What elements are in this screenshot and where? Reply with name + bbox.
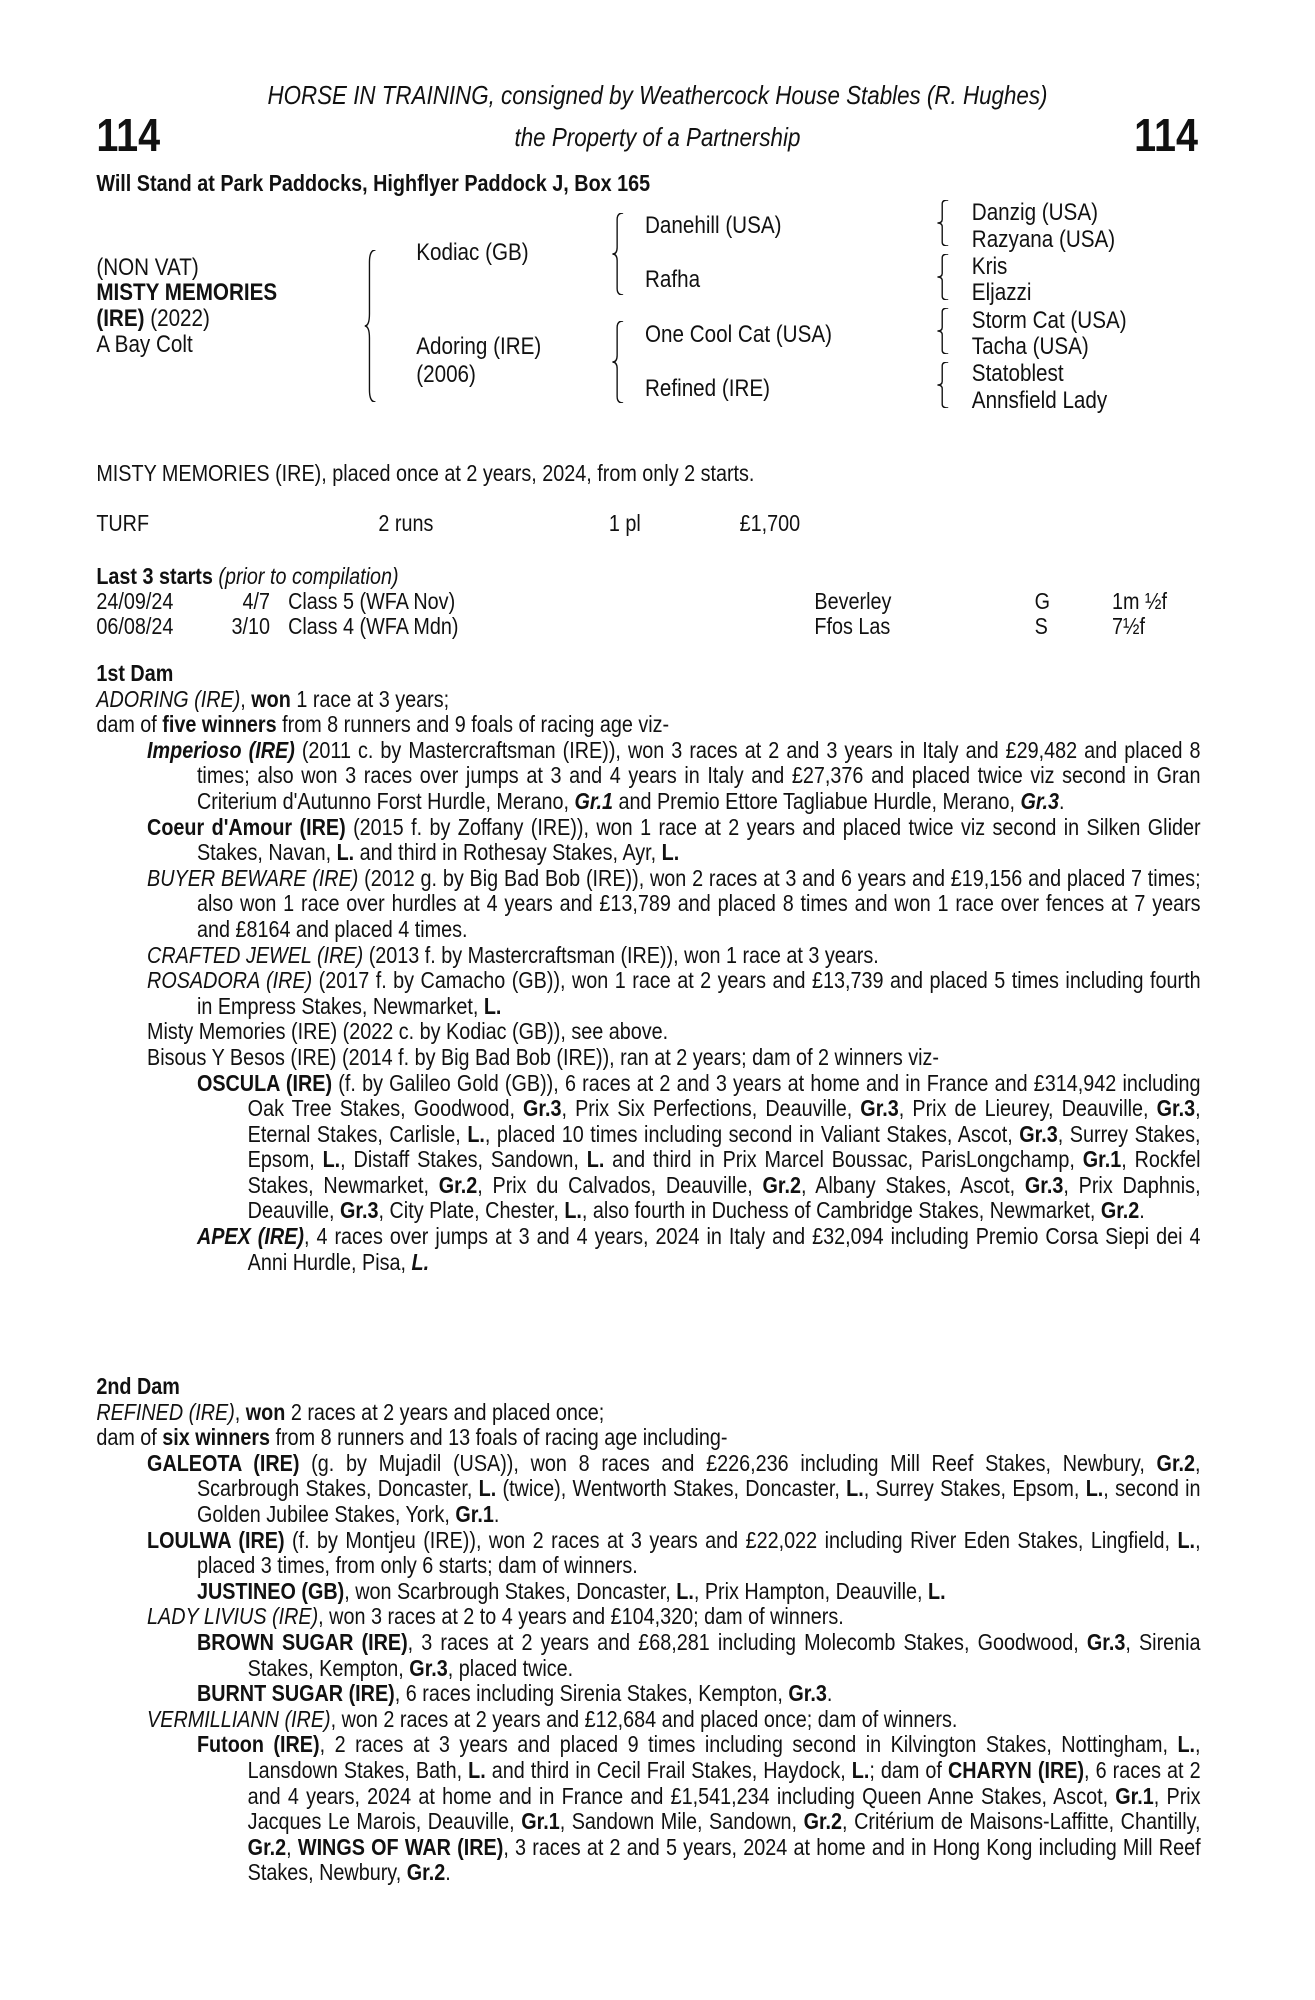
- family-entry: [96, 1579, 1200, 1605]
- entry-text: , also fourth in Duchess of Cambridge Stakes, Newmarket,: [581, 1197, 1101, 1224]
- lot-number-left: 114: [96, 109, 161, 161]
- entry-text: (2013 f. by Mastercraftsman (IRE)), won 1 race at 3 years.: [363, 941, 879, 968]
- emphasis-text: won: [245, 1398, 286, 1425]
- entry-text: , Prix du Calvados, Deauville,: [477, 1171, 763, 1198]
- start-race: Class 4 (WFA Mdn): [288, 613, 459, 639]
- emphasis-text: Gr.3: [409, 1654, 448, 1681]
- race-summary: MISTY MEMORIES (IRE), placed once at 2 years, 2024, from only 2 starts.: [96, 460, 755, 486]
- entry-text: , Albany Stakes, Ascot,: [801, 1171, 1025, 1198]
- emphasis-text: BROWN SUGAR (IRE): [196, 1628, 408, 1655]
- family-entry: [96, 968, 1200, 1019]
- emphasis-text: L.: [483, 992, 502, 1019]
- emphasis-text: L.: [676, 1577, 694, 1604]
- emphasis-text: WINGS OF WAR (IRE): [297, 1833, 504, 1860]
- entry-text: , Eternal Stakes, Carlisle,: [247, 1095, 1201, 1147]
- entry-text: , won 3 races at 2 to 4 years and £104,320; dam of winners.: [318, 1603, 844, 1630]
- emphasis-text: Gr.3: [523, 1095, 562, 1122]
- family-entry: [96, 738, 1200, 815]
- sire-dam: Rafha: [645, 266, 701, 293]
- emphasis-text: L.: [586, 1146, 605, 1173]
- entry-text: Bisous Y Besos (IRE) (2014 f. by Big Bad Bob (IRE)), ran at 2 years; dam of 2 winners viz-: [147, 1043, 939, 1070]
- entry-text: (2015 f. by Zoffany (IRE)), won 1 race at 2 years and placed twice viz second in Silken Glider Stakes, Navan,: [196, 813, 1201, 866]
- last-starts-title: Last 3 starts: [96, 563, 213, 589]
- entry-text: , Critérium de Maisons-Laffitte, Chantilly,: [842, 1808, 1201, 1835]
- family-entry: [96, 687, 1200, 713]
- horse-year: (2022): [150, 305, 210, 332]
- entry-text: (2012 g. by Big Bad Bob (IRE)), won 2 races at 3 and 6 years and £19,156 and placed 7 times; also won 1 race over hurdles at 4 years and £13,789 and placed 8 times and won 1 race over fences at 7 years and £8164 and placed 4 times.: [196, 864, 1201, 942]
- entry-text: .: [1139, 1197, 1145, 1224]
- entry-text: , 3 races at 2 and 5 years, 2024 at home and in Hong Kong including Mill Reef Stakes, Newbury,: [247, 1833, 1201, 1886]
- start-date: 06/08/24: [96, 613, 174, 639]
- emphasis-text: Gr.3: [1086, 1628, 1126, 1655]
- family-entry: [96, 1451, 1200, 1528]
- entry-text: and third in Cecil Frail Stakes, Haydock,: [485, 1756, 852, 1783]
- entry-text: , Prix Daphnis, Deauville,: [247, 1171, 1201, 1224]
- entry-text: , placed 10 times including second in Valiant Stakes, Ascot,: [484, 1120, 1020, 1147]
- start-course: Ffos Las: [814, 613, 891, 639]
- horse-name: MISTY MEMORIES: [96, 279, 278, 306]
- entry-text: , Surrey Stakes, Epsom,: [863, 1475, 1086, 1502]
- emphasis-text: Gr.3: [1020, 787, 1060, 814]
- family-entry: [96, 1425, 1200, 1451]
- emphasis-text: APEX (IRE): [196, 1223, 304, 1250]
- entry-text: (g. by Mujadil (USA)), won 8 races and £226,236 including Mill Reef Stakes, Newbury,: [299, 1449, 1157, 1476]
- section-heading: 2nd Dam: [96, 1373, 180, 1399]
- horse-description: A Bay Colt: [96, 331, 193, 358]
- emphasis-text: Imperioso (IRE): [147, 736, 295, 763]
- emphasis-text: L.: [322, 1146, 341, 1173]
- last-starts-note: (prior to compilation): [218, 563, 399, 589]
- entry-text: and Premio Ettore Tagliabue Hurdle, Merano,: [612, 787, 1021, 814]
- ancestor: Tacha (USA): [971, 333, 1089, 360]
- emphasis-text: Gr.1: [574, 787, 613, 814]
- start-position: 3/10: [231, 613, 271, 639]
- horse-suffix: (IRE): [96, 305, 145, 332]
- emphasis-text: Gr.3: [860, 1095, 899, 1122]
- consignment-line: HORSE IN TRAINING, consigned by Weathercock House Stables (R. Hughes): [267, 80, 1048, 110]
- emphasis-text: L.: [1177, 1526, 1196, 1553]
- entry-text: , Lansdown Stakes, Bath,: [247, 1731, 1201, 1783]
- dam: Adoring (IRE): [416, 333, 542, 360]
- family-entry: [96, 1400, 1200, 1426]
- ancestor: Statoblest: [971, 360, 1064, 387]
- entry-text: .: [445, 1859, 451, 1886]
- ancestor: Storm Cat (USA): [971, 307, 1127, 334]
- emphasis-text: ROSADORA (IRE): [147, 967, 313, 994]
- ancestor: Razyana (USA): [971, 226, 1116, 253]
- vat-status: (NON VAT): [96, 254, 199, 281]
- entry-text: dam of: [96, 711, 163, 738]
- entry-text: , Rockfel Stakes, Newmarket,: [247, 1146, 1201, 1198]
- pedigree-brace: [937, 308, 949, 354]
- emphasis-text: JUSTINEO (GB): [196, 1577, 345, 1604]
- family-entry: [96, 815, 1200, 866]
- emphasis-text: Coeur d'Amour (IRE): [147, 813, 346, 840]
- family-entry: [96, 1071, 1200, 1225]
- entry-text: , Prix Hampton, Deauville,: [693, 1577, 928, 1604]
- record-placed: 1 pl: [608, 510, 641, 536]
- entry-text: (f. by Galileo Gold (GB)), 6 races at 2 and 3 years at home and in France and £314,942 including Oak Tree Stakes, Goodwood,: [247, 1069, 1201, 1122]
- emphasis-text: L.: [846, 1475, 864, 1502]
- entry-text: 1 race at 3 years;: [290, 685, 450, 712]
- emphasis-text: Gr.1: [521, 1808, 560, 1835]
- start-going: S: [1034, 613, 1048, 639]
- emphasis-text: Gr.2: [1100, 1197, 1140, 1224]
- ancestor: Kris: [971, 253, 1008, 280]
- pedigree-brace: [365, 250, 377, 402]
- entry-text: , Sirenia Stakes, Kempton,: [247, 1628, 1201, 1681]
- section-heading: 1st Dam: [96, 660, 174, 686]
- start-distance: 7½f: [1111, 613, 1145, 639]
- start-date: 24/09/24: [96, 588, 174, 614]
- entry-text: , won Scarbrough Stakes, Doncaster,: [344, 1577, 677, 1604]
- emphasis-text: L.: [927, 1577, 946, 1604]
- emphasis-text: VERMILLIANN (IRE): [147, 1705, 331, 1732]
- family-entry: [96, 1019, 1200, 1045]
- start-position: 4/7: [242, 588, 271, 614]
- start-race: Class 5 (WFA Nov): [288, 588, 456, 614]
- ancestor: Danzig (USA): [971, 199, 1098, 226]
- horse-origin: [96, 306, 210, 332]
- emphasis-text: CHARYN (IRE): [947, 1756, 1085, 1783]
- emphasis-text: L.: [411, 1248, 430, 1275]
- emphasis-text: Futoon (IRE): [196, 1731, 320, 1758]
- sire: Kodiac (GB): [416, 239, 529, 266]
- entry-text: (twice), Wentworth Stakes, Doncaster,: [496, 1475, 847, 1502]
- sire-sire: Danehill (USA): [645, 212, 782, 239]
- emphasis-text: Gr.2: [438, 1171, 478, 1198]
- emphasis-text: Gr.1: [1115, 1782, 1154, 1809]
- entry-text: , 6 races including Sirenia Stakes, Kempton,: [394, 1680, 789, 1707]
- pedigree-brace: [612, 213, 624, 295]
- entry-text: , placed 3 times, from only 6 starts; dam of winners.: [196, 1526, 1201, 1579]
- emphasis-text: L.: [661, 839, 680, 866]
- emphasis-text: five winners: [162, 711, 277, 738]
- entry-text: , Surrey Stakes, Epsom,: [247, 1120, 1201, 1173]
- emphasis-text: Gr.3: [788, 1680, 827, 1707]
- property-line: the Property of a Partnership: [514, 122, 801, 152]
- emphasis-text: L.: [564, 1197, 582, 1224]
- entry-text: dam of: [96, 1424, 163, 1451]
- emphasis-text: BUYER BEWARE (IRE): [147, 864, 359, 891]
- entry-text: , won 2 races at 2 years and £12,684 and placed once; dam of winners.: [330, 1705, 958, 1732]
- entry-text: (2017 f. by Camacho (GB)), won 1 race at 2 years and £13,739 and placed 5 times including fourth in Empress Stakes, Newmarket,: [196, 967, 1201, 1019]
- entry-text: , Prix Jacques Le Marois, Deauville,: [247, 1782, 1201, 1835]
- start-going: G: [1034, 588, 1050, 614]
- entry-text: ; dam of: [869, 1756, 948, 1783]
- family-entry: [96, 866, 1200, 943]
- entry-text: .: [1059, 787, 1065, 814]
- entry-text: ,: [234, 1398, 246, 1425]
- emphasis-text: Gr.2: [247, 1833, 287, 1860]
- dam-year: (2006): [416, 361, 476, 388]
- emphasis-text: Gr.3: [1019, 1120, 1058, 1147]
- entry-text: Misty Memories (IRE) (2022 c. by Kodiac (GB)), see above.: [147, 1018, 669, 1045]
- ancestor: Annsfield Lady: [971, 387, 1108, 414]
- emphasis-text: Gr.3: [1024, 1171, 1064, 1198]
- emphasis-text: L.: [336, 839, 355, 866]
- pedigree-brace: [612, 321, 624, 403]
- ancestor: Eljazzi: [971, 279, 1032, 306]
- start-course: Beverley: [814, 588, 892, 614]
- entry-text: , 2 races at 3 years and placed 9 times including second in Kilvington Stakes, Nottingham,: [319, 1731, 1178, 1758]
- family-entry: [96, 1045, 1200, 1071]
- entry-text: and third in Rothesay Stakes, Ayr,: [354, 839, 662, 866]
- pedigree-brace: [937, 362, 949, 408]
- emphasis-text: Gr.1: [455, 1500, 494, 1527]
- start-distance: 1m ½f: [1111, 588, 1167, 614]
- entry-text: , placed twice.: [447, 1654, 574, 1681]
- emphasis-text: L.: [467, 1120, 485, 1147]
- emphasis-text: won: [251, 685, 291, 712]
- emphasis-text: Gr.2: [762, 1171, 802, 1198]
- entry-text: , 3 races at 2 years and £68,281 including Molecomb Stakes, Goodwood,: [407, 1628, 1087, 1655]
- emphasis-text: Gr.1: [1082, 1146, 1122, 1173]
- emphasis-text: Gr.2: [803, 1808, 843, 1835]
- emphasis-text: Gr.3: [340, 1197, 379, 1224]
- dam-dam: Refined (IRE): [645, 375, 771, 402]
- emphasis-text: CRAFTED JEWEL (IRE): [147, 941, 364, 968]
- family-entry: [96, 1707, 1200, 1733]
- entry-text: , Scarbrough Stakes, Doncaster,: [196, 1449, 1201, 1502]
- family-entry: [96, 1732, 1200, 1886]
- first-dam-section: [96, 661, 1200, 1275]
- entry-text: ,: [286, 1833, 298, 1860]
- emphasis-text: L.: [478, 1475, 497, 1502]
- emphasis-text: six winners: [162, 1424, 271, 1451]
- entry-text: (f. by Montjeu (IRE)), won 2 races at 3 years and £22,022 including River Eden Stakes, Lingfield,: [284, 1526, 1178, 1553]
- entry-text: ,: [240, 685, 252, 712]
- emphasis-text: L.: [1085, 1475, 1104, 1502]
- emphasis-text: REFINED (IRE): [96, 1398, 235, 1425]
- pedigree-brace: [937, 254, 949, 300]
- emphasis-text: Gr.2: [1156, 1449, 1196, 1476]
- emphasis-text: Gr.3: [1156, 1095, 1196, 1122]
- family-entry: [96, 712, 1200, 738]
- entry-text: , 6 races at 2 and 4 years, 2024 at home and in France and £1,541,234 including Queen Anne Stakes, Ascot,: [247, 1756, 1201, 1809]
- emphasis-text: ADORING (IRE): [96, 685, 241, 712]
- entry-text: from 8 runners and 9 foals of racing age viz-: [276, 711, 670, 738]
- entry-text: from 8 runners and 13 foals of racing age including-: [270, 1424, 728, 1451]
- family-entry: [96, 1604, 1200, 1630]
- emphasis-text: L.: [468, 1756, 486, 1783]
- entry-text: .: [826, 1680, 833, 1707]
- pedigree-brace: [937, 200, 949, 246]
- record-runs: 2 runs: [378, 510, 434, 536]
- emphasis-text: GALEOTA (IRE): [147, 1449, 300, 1476]
- last-starts-heading: [96, 563, 398, 589]
- lot-number-right: 114: [1134, 109, 1198, 161]
- entry-text: , second in Golden Jubilee Stakes, York,: [196, 1475, 1201, 1527]
- family-entry: [96, 1224, 1200, 1275]
- emphasis-text: OSCULA (IRE): [196, 1069, 333, 1096]
- family-entry: [96, 1681, 1200, 1707]
- entry-text: , Prix Six Perfections, Deauville,: [561, 1095, 861, 1122]
- entry-text: .: [493, 1500, 500, 1527]
- emphasis-text: LOULWA (IRE): [147, 1526, 285, 1553]
- family-entry: [96, 1630, 1200, 1681]
- second-dam-section: [96, 1374, 1200, 1886]
- entry-text: , Distaff Stakes, Sandown,: [340, 1146, 587, 1173]
- record-surface: TURF: [96, 510, 150, 536]
- emphasis-text: L.: [1177, 1731, 1196, 1758]
- entry-text: and third in Prix Marcel Boussac, ParisLongchamp,: [604, 1146, 1083, 1173]
- dam-sire: One Cool Cat (USA): [645, 321, 832, 348]
- entry-text: , Prix de Lieurey, Deauville,: [898, 1095, 1157, 1122]
- family-entry: [96, 943, 1200, 969]
- entry-text: , City Plate, Chester,: [378, 1197, 565, 1224]
- emphasis-text: BURNT SUGAR (IRE): [196, 1680, 395, 1707]
- record-earnings: £1,700: [739, 510, 801, 536]
- entry-text: 2 races at 2 years and placed once;: [285, 1398, 605, 1425]
- entry-text: , Sandown Mile, Sandown,: [559, 1808, 804, 1835]
- emphasis-text: L.: [851, 1756, 870, 1783]
- emphasis-text: Gr.2: [406, 1859, 446, 1886]
- emphasis-text: LADY LIVIUS (IRE): [147, 1603, 319, 1630]
- entry-text: , 4 races over jumps at 3 and 4 years, 2024 in Italy and £32,094 including Premio Corsa Siepi dei 4 Anni Hurdle, Pisa,: [247, 1223, 1201, 1275]
- stand-location: Will Stand at Park Paddocks, Highflyer Paddock J, Box 165: [96, 170, 651, 196]
- family-entry: [96, 1528, 1200, 1579]
- entry-text: (2011 c. by Mastercraftsman (IRE)), won 3 races at 2 and 3 years in Italy and £29,482 and placed 8 times; also won 3 races over jumps at 3 and 4 years in Italy and £27,376 and placed twice viz second in Gran Criterium d'Autunno Forst Hurdle, Merano,: [196, 736, 1201, 814]
